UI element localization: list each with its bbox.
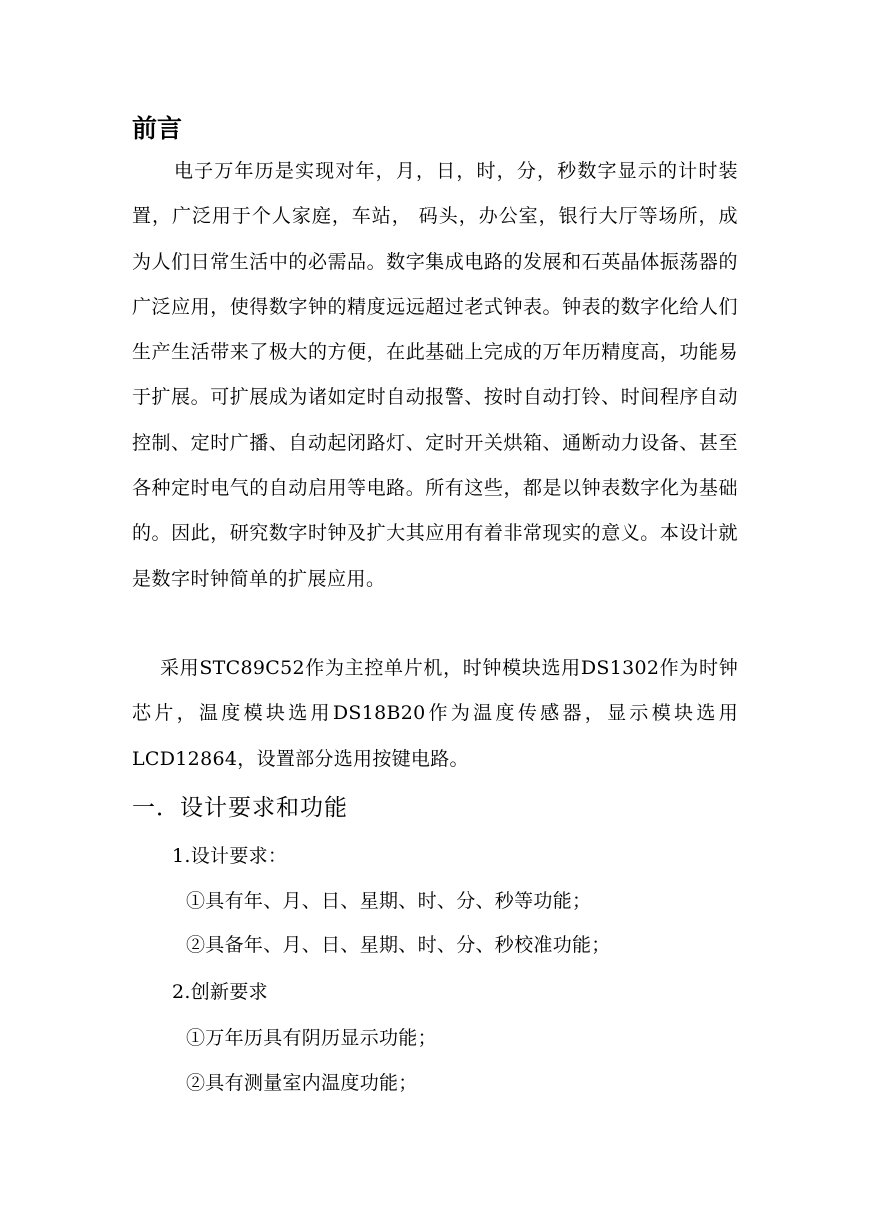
preface-heading: 前言 xyxy=(132,114,183,143)
preface-paragraph-2: 采用STC89C52作为主控单片机，时钟模块选用DS1302作为时钟芯片，温度模块选用DS18B20作为温度传感器，显示模块选用LCD12864，设置部分选用按键电路。 xyxy=(132,657,738,770)
preface-paragraph-1: 电子万年历是实现对年，月，日，时，分，秒数字显示的计时装置，广泛用于个人家庭，车站， 码头，办公室，银行大厅等场所，成为人们日常生活中的必需品。数字集成电路的发展和石英晶体振荡器的广泛应用，使得数字钟的精度远远超过老式钟表。钟表的数字化给人们生产生活带来了极大的方便，在此基础上完成的万年历精度高，功能易于扩展。可扩展成为诸如定时自动报警、按时自动打铃、时间程序自动控制、定时广播、自动起闭路灯、定时开关烘箱、通断动力设备、甚至各种定时电气的自动启用等电路。所有这些，都是以钟表数字化为基础的。因此，研究数字时钟及扩大其应用有着非常现实的意义。本设计就是数字时钟简单的扩展应用。 xyxy=(132,160,738,590)
innovation-item: ①万年历具有阴历显示功能； xyxy=(186,1027,437,1049)
innovation-subheading: 2.创新要求 xyxy=(172,981,268,1003)
requirements-subheading: 1.设计要求： xyxy=(172,845,288,867)
innovation-item: ②具有测量室内温度功能； xyxy=(186,1072,418,1094)
section-heading-design-requirements: 一．设计要求和功能 xyxy=(132,795,348,821)
requirement-item: ①具有年、月、日、星期、时、分、秒等功能； xyxy=(186,890,592,912)
requirement-item: ②具备年、月、日、星期、时、分、秒校准功能； xyxy=(186,934,611,956)
